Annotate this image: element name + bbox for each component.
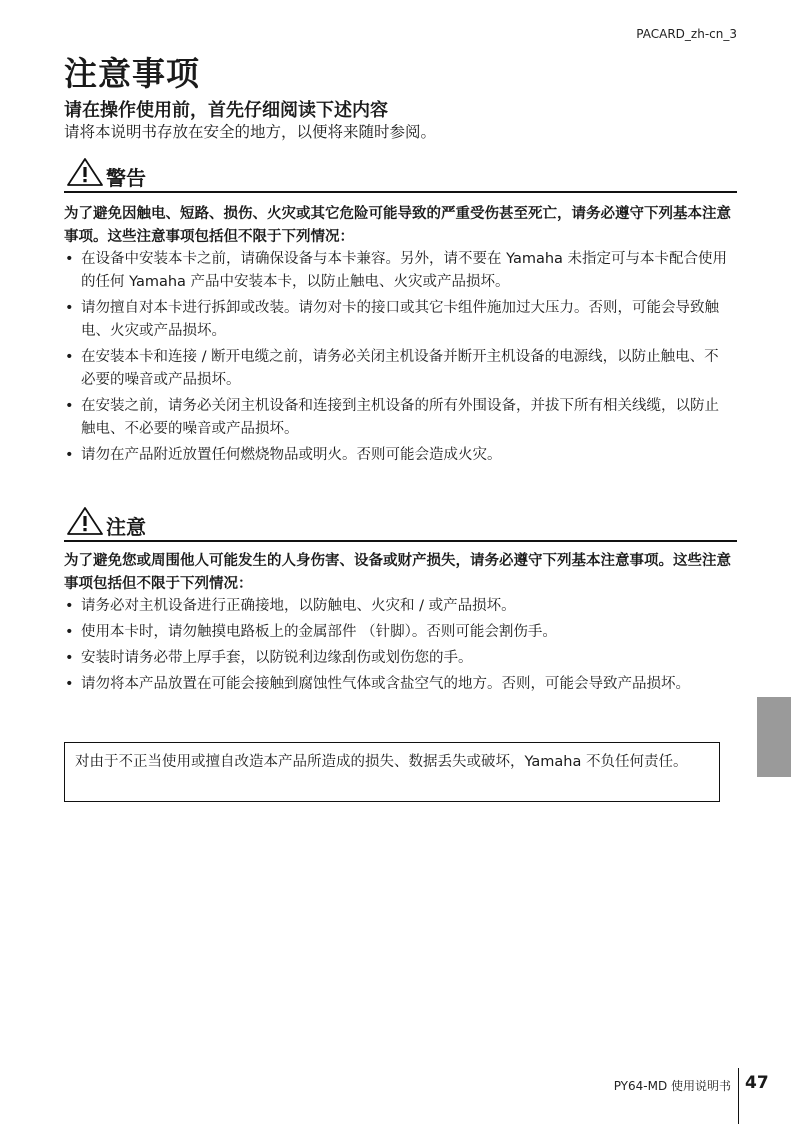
disclaimer-box: 对由于不正当使用或擅自改造本产品所造成的损失、数据丢失或破坏，Yamaha 不负任何责任。 (64, 742, 720, 802)
bullet-icon: • (65, 598, 74, 614)
document-code: PACARD_zh-cn_3 (636, 27, 737, 41)
page-number: 47 (745, 1073, 769, 1093)
bullet-icon: • (65, 676, 74, 692)
warning-triangle-icon (66, 506, 104, 536)
list-item: • 在安装本卡和连接 / 断开电缆之前，请务必关闭主机设备并断开主机设备的电源线，以防止触电、不必要的噪音或产品损坏。 (64, 346, 729, 392)
bullet-icon: • (65, 251, 74, 267)
list-item: • 安装时请务必带上厚手套，以防锐利边缘刮伤或划伤您的手。 (64, 647, 729, 670)
list-item: • 使用本卡时，请勿触摸电路板上的金属部件 （针脚）。否则可能会割伤手。 (64, 621, 729, 644)
caution-section-header (64, 506, 737, 542)
warning-heading: 警告 (106, 166, 146, 190)
bullet-icon: • (65, 624, 74, 640)
page-subtitle: 请在操作使用前，首先仔细阅读下述内容 (64, 100, 388, 121)
list-item: • 请勿在产品附近放置任何燃烧物品或明火。否则可能会造成火灾。 (64, 444, 729, 467)
caution-list (64, 595, 729, 699)
list-item: • 请勿将本产品放置在可能会接触到腐蚀性气体或含盐空气的地方。否则，可能会导致产品损坏。 (64, 673, 729, 696)
warning-section-header (64, 157, 737, 193)
list-item: • 请务必对主机设备进行正确接地，以防触电、火灾和 / 或产品损坏。 (64, 595, 729, 618)
list-item: • 请勿擅自对本卡进行拆卸或改装。请勿对卡的接口或其它卡组件施加过大压力。否则，可能会导致触电、火灾或产品损坏。 (64, 297, 729, 343)
caution-lead-text: 为了避免您或周围他人可能发生的人身伤害、设备或财产损失，请务必遵守下列基本注意事项。这些注意事项包括但不限于下列情况： (64, 553, 731, 592)
bullet-icon: • (65, 398, 74, 414)
warning-triangle-icon (66, 157, 104, 187)
bullet-icon: • (65, 650, 74, 666)
footer-divider (738, 1068, 739, 1124)
bullet-icon: • (65, 349, 74, 365)
intro-text: 请将本说明书存放在安全的地方，以便将来随时参阅。 (64, 123, 437, 141)
caution-heading: 注意 (106, 515, 146, 539)
list-item: • 在设备中安装本卡之前，请确保设备与本卡兼容。另外，请不要在 Yamaha 未指定可与本卡配合使用的任何 Yamaha 产品中安装本卡，以防止触电、火灾或产品损坏。 (64, 248, 729, 294)
footer-document-name: PY64-MD 使用说明书 (613, 1079, 731, 1093)
side-tab-marker (757, 697, 791, 777)
bullet-icon: • (65, 300, 74, 316)
bullet-icon: • (65, 447, 74, 463)
warning-lead-text: 为了避免因触电、短路、损伤、火灾或其它危险可能导致的严重受伤甚至死亡，请务必遵守下列基本注意事项。这些注意事项包括但不限于下列情况： (64, 206, 731, 245)
page-title: 注意事项 (64, 54, 200, 93)
warning-list (64, 248, 729, 470)
list-item: • 在安装之前，请务必关闭主机设备和连接到主机设备的所有外围设备，并拔下所有相关线缆，以防止触电、不必要的噪音或产品损坏。 (64, 395, 729, 441)
